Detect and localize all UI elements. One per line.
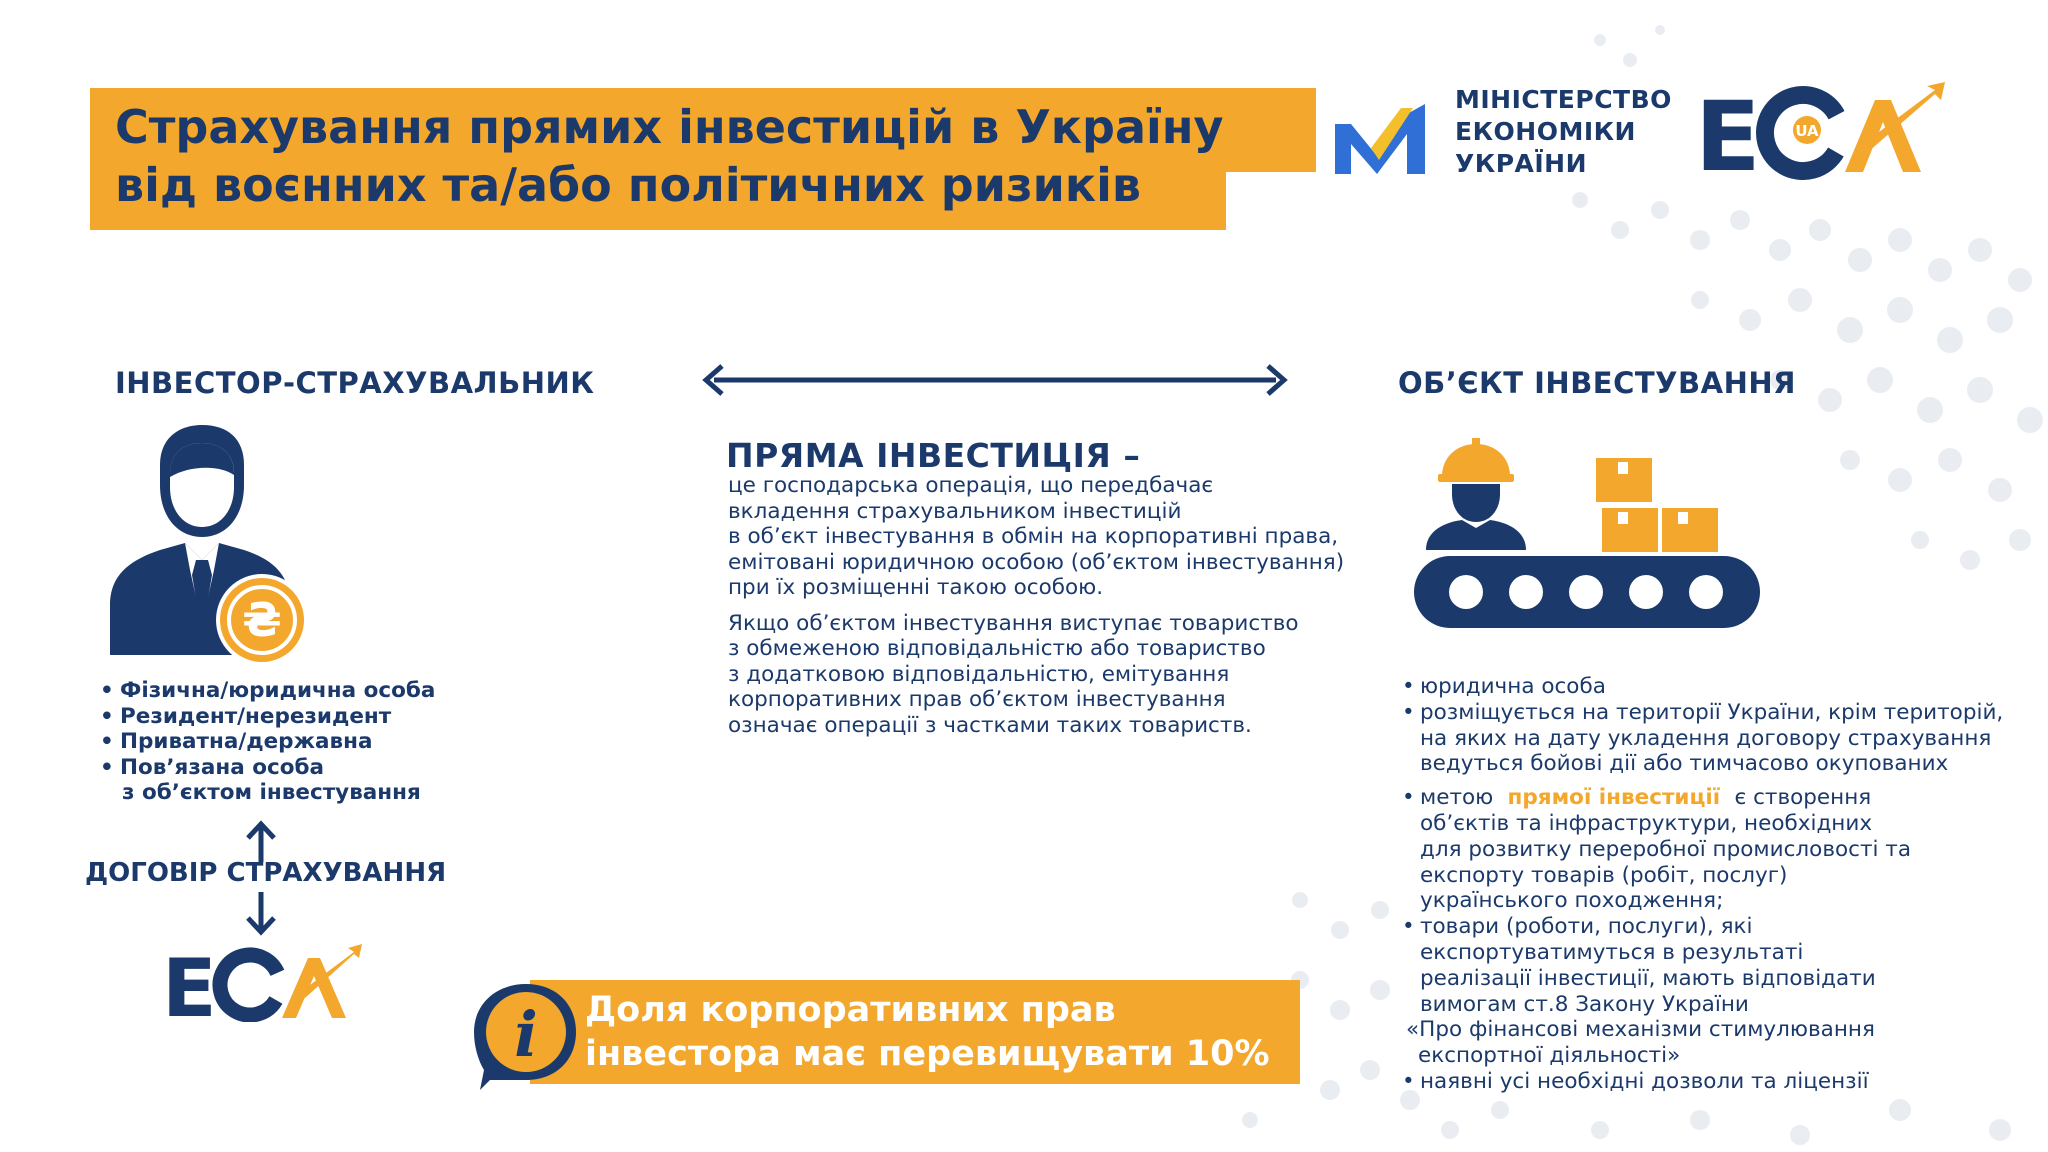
definition-paragraph-1 [728, 473, 1388, 601]
info-callout-text [585, 988, 1285, 1076]
eca-badge-text: UA [1795, 122, 1819, 140]
arrow-down-icon [244, 890, 278, 936]
hryvnia-coin-icon [214, 572, 310, 668]
definition-paragraph-2 [728, 611, 1388, 739]
object-item-4-line: реалізації інвестиції, мають відповідати [1420, 965, 1876, 991]
coin-symbol: ₴ [242, 593, 282, 647]
object-item-2-line: на яких на дату укладення договору страхування [1420, 725, 1992, 751]
investor-list-item: • Приватна/державна [100, 729, 480, 755]
page-title-line2: від воєнних та/або політичних ризиків [115, 158, 1142, 212]
ministry-name-line1: МІНІСТЕРСТВО [1455, 85, 1672, 114]
object-list-item [1398, 674, 2018, 700]
investor-list-item: • Пов’язана особа [100, 755, 480, 781]
definition-line: Якщо об’єктом інвестування виступає товариство [728, 610, 1299, 636]
eca-logo-small [162, 940, 362, 1022]
definition-line: означає операції з частками таких товариств. [728, 712, 1252, 738]
investor-list-item-continuation [100, 780, 480, 806]
object-list-quote [1398, 1017, 2018, 1069]
definition-title: ПРЯМА ІНВЕСТИЦІЯ – [726, 436, 1141, 475]
object-item-3-line: об’єктів та інфраструктури, необхідних [1420, 810, 1873, 836]
object-list-item [1398, 700, 2018, 777]
object-list-item [1398, 1069, 2018, 1095]
object-item-3-prefix: метою [1420, 785, 1501, 811]
info-callout [470, 980, 1300, 1084]
page-title-line1: Страхування прямих інвестицій в Україну [115, 100, 1224, 154]
object-item-2-line: • розміщується на території України, крім територій, [1420, 699, 2004, 725]
object-item-4-line: • товари (роботи, послуги), які [1420, 914, 1753, 940]
conveyor-worker-icon [1410, 432, 1770, 632]
ministry-logo [1335, 82, 1675, 182]
definition-body [728, 473, 1388, 748]
ministry-m-icon [1335, 104, 1440, 174]
eca-logo-text-e: E [1695, 81, 1761, 180]
definition-line: з додатковою відповідальністю, емітування [728, 661, 1230, 687]
investor-list [100, 678, 480, 806]
object-item-4-quote-line: «Про фінансові механізми стимулювання [1406, 1017, 1875, 1043]
object-item-3-line: українського походження; [1420, 888, 1724, 914]
info-callout-line2: інвестора має перевищувати 10% [585, 1034, 1270, 1074]
investor-heading: ІНВЕСТОР-СТРАХУВАЛЬНИК [115, 366, 595, 400]
definition-line: це господарська операція, що передбачає [728, 473, 1214, 498]
object-item-3-line: для розвитку переробної промисловості та [1420, 836, 1912, 862]
object-item-3-line: експорту товарів (робіт, послуг) [1420, 862, 1788, 888]
info-icon [470, 980, 582, 1092]
insurance-contract-label: ДОГОВІР СТРАХУВАННЯ [85, 858, 447, 888]
object-item-1: юридична особа [1420, 674, 1606, 699]
info-callout-line1: Доля корпоративних прав [585, 990, 1116, 1030]
double-arrow-icon [700, 362, 1290, 398]
definition-line: вкладення страхувальником інвестицій [728, 498, 1182, 524]
eca-logo [1695, 80, 1945, 180]
definition-line: емітовані юридичною особою (об’єктом інвестування) [728, 549, 1345, 575]
object-list-item [1398, 914, 2018, 1017]
object-list-item [1398, 785, 2018, 914]
object-item-5: наявні усі необхідні дозволи та ліцензії [1420, 1068, 1869, 1094]
ministry-name [1455, 84, 1672, 180]
investor-list-item: • Фізична/юридична особа [100, 678, 480, 704]
page-title [115, 98, 1335, 214]
object-item-3-suffix: є створення [1727, 785, 1872, 811]
definition-line: при їх розміщенні такою особою. [728, 575, 1104, 600]
object-heading: ОБ’ЄКТ ІНВЕСТУВАННЯ [1398, 366, 1796, 400]
svg-text:E: E [162, 942, 217, 1022]
object-item-4-quote-line: експортної діяльності» [1418, 1043, 1681, 1069]
svg-text:i: i [514, 998, 538, 1071]
direct-investment-highlight: прямої інвестиції [1500, 785, 1728, 811]
object-item-2-line: ведуться бойові дії або тимчасово окупованих [1420, 751, 1949, 777]
ministry-name-line3: УКРАЇНИ [1455, 149, 1588, 178]
definition-line: в об’єкт інвестування в обмін на корпоративні права, [728, 524, 1339, 549]
investor-list-item: • Резидент/нерезидент [100, 704, 480, 730]
ministry-name-line2: ЕКОНОМІКИ [1455, 117, 1636, 146]
object-item-4-line: експортуватимуться в результаті [1420, 939, 1804, 965]
investor-list-item-continuation-text: з об’єктом інвестування [122, 780, 421, 805]
definition-line: з обмеженою відповідальністю або товариство [728, 636, 1266, 661]
object-list [1398, 674, 2018, 1095]
definition-line: корпоративних прав об’єктом інвестування [728, 687, 1226, 712]
object-item-4-line: вимогам ст.8 Закону України [1420, 991, 1749, 1017]
